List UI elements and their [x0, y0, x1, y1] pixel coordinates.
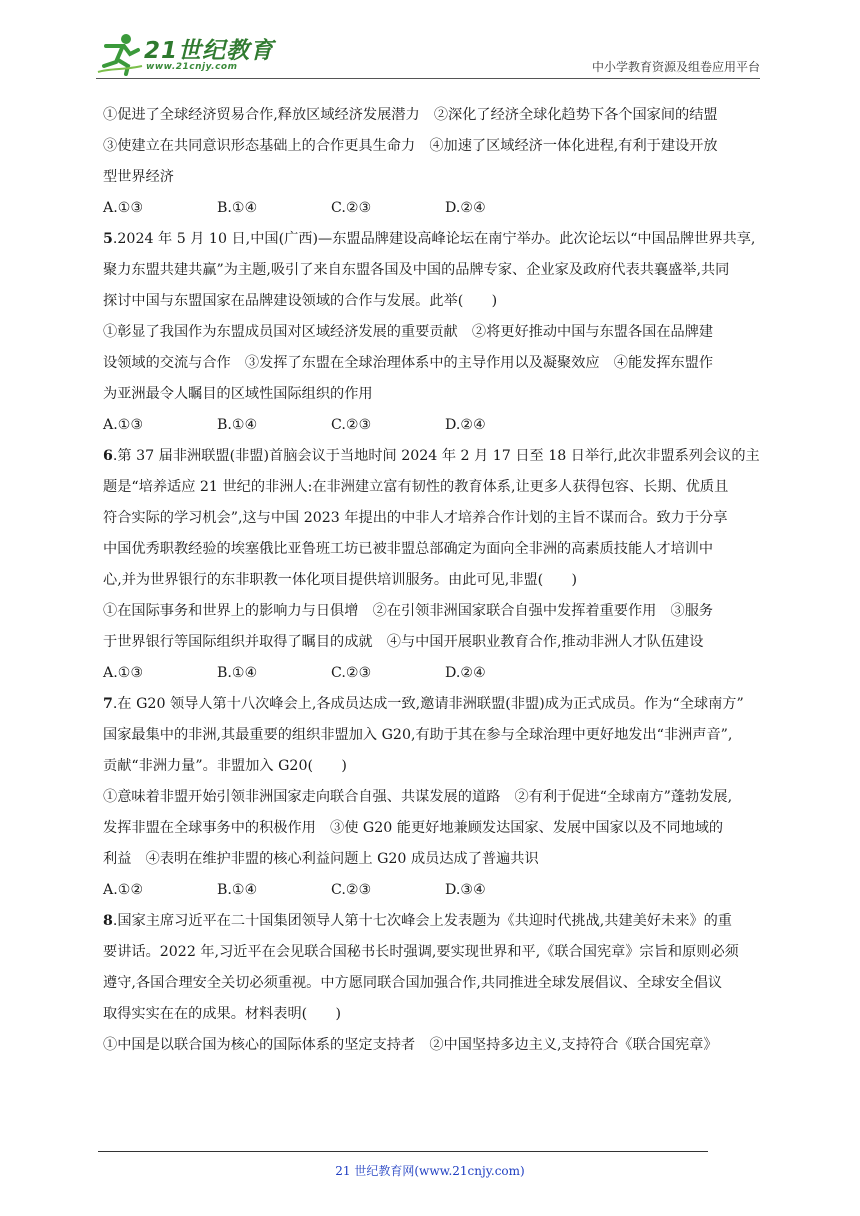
option-d[interactable]: D.②④ — [445, 200, 486, 216]
q8-statement-line: ①中国是以联合国为核心的国际体系的坚定支持者 ②中国坚持多边主义,支持符合《联合国宪章》 — [103, 1037, 718, 1053]
q7-stem-text: .在 G20 领导人第十八次峰会上,各成员达成一致,邀请非洲联盟(非盟)成为正式成员。作为“全球南方” — [112, 696, 744, 712]
q5-statement-line: ①彰显了我国作为东盟成员国对区域经济发展的重要贡献 ②将更好推动中国与东盟各国在品牌建 — [103, 324, 714, 340]
option-a[interactable]: A.①② — [103, 882, 144, 898]
q7-statement-line: ①意味着非盟开始引领非洲国家走向联合自强、共谋发展的道路 ②有利于促进“全球南方”蓬勃发展, — [103, 789, 733, 805]
q8-stem-text: .国家主席习近平在二十国集团领导人第十七次峰会上发表题为《共迎时代挑战,共建美好未来》的重 — [112, 913, 732, 929]
question-number: 8 — [103, 913, 113, 929]
q7-stem-line — [103, 689, 763, 720]
header-divider — [96, 78, 760, 79]
q4-options — [103, 193, 763, 224]
q6-stem-text: .第 37 届非洲联盟(非盟)首脑会议于当地时间 2024 年 2 月 17 日至 18 日举行,此次非盟系列会议的主 — [112, 448, 760, 464]
q8-stem-line: 遵守,各国合理安全关切必须重视。中方愿同联合国加强合作,共同推进全球发展倡议、全球安全倡议 — [103, 975, 723, 991]
option-c[interactable]: C.②③ — [331, 665, 372, 681]
option-d[interactable]: D.②④ — [445, 417, 486, 433]
q4-statement-line: ③使建立在共同意识形态基础上的合作更具生命力 ④加速了区域经济一体化进程,有利于建设开放 — [103, 138, 718, 154]
q6-statement-line: ①在国际事务和世界上的影响力与日俱增 ②在引领非洲国家联合自强中发挥着重要作用 ③服务 — [103, 603, 714, 619]
q6-stem-line: 心,并为世界银行的东非职教一体化项目提供培训服务。由此可见,非盟( ) — [103, 572, 578, 588]
q5-options — [103, 410, 763, 441]
option-b[interactable]: B.①④ — [217, 200, 258, 216]
option-b[interactable]: B.①④ — [217, 665, 258, 681]
option-a[interactable]: A.①③ — [103, 665, 144, 681]
q7-statement-line: 利益 ④表明在维护非盟的核心利益问题上 G20 成员达成了普遍共识 — [103, 851, 539, 867]
q6-stem-line — [103, 441, 763, 472]
running-figure-icon — [96, 32, 144, 76]
option-d[interactable]: D.②④ — [445, 665, 486, 681]
q8-stem-line: 要讲话。2022 年,习近平在会见联合国秘书长时强调,要实现世界和平,《联合国宪章》宗旨和原则必须 — [103, 944, 739, 960]
option-c[interactable]: C.②③ — [331, 417, 372, 433]
option-c[interactable]: C.②③ — [331, 200, 372, 216]
logo-text: 21世纪教育 — [144, 38, 275, 64]
option-a[interactable]: A.①③ — [103, 200, 144, 216]
q5-statement-line: 为亚洲最令人瞩目的区域性国际组织的作用 — [103, 386, 373, 402]
q5-stem-text: .2024 年 5 月 10 日,中国(广西)—东盟品牌建设高峰论坛在南宁举办。此次论坛以“中国品牌世界共享, — [112, 231, 756, 247]
option-d[interactable]: D.③④ — [445, 882, 486, 898]
question-number: 7 — [103, 696, 113, 712]
question-number: 6 — [103, 448, 113, 464]
q7-statement-line: 发挥非盟在全球事务中的积极作用 ③使 G20 能更好地兼顾发达国家、发展中国家以及不同地域的 — [103, 820, 724, 836]
q6-stem-line: 题是“培养适应 21 世纪的非洲人:在非洲建立富有韧性的教育体系,让更多人获得包容、长期、优质且 — [103, 479, 729, 495]
q6-stem-line: 符合实际的学习机会”,这与中国 2023 年提出的中非人才培养合作计划的主旨不谋而合。致力于分享 — [103, 510, 728, 526]
option-b[interactable]: B.①④ — [217, 882, 258, 898]
q7-stem-line: 国家最集中的非洲,其最重要的组织非盟加入 G20,有助于其在参与全球治理中更好地发出“非洲声音”, — [103, 727, 733, 743]
option-b[interactable]: B.①④ — [217, 417, 258, 433]
q4-statement-line: ①促进了全球经济贸易合作,释放区域经济发展潜力 ②深化了经济全球化趋势下各个国家间的结盟 — [103, 107, 718, 123]
q5-statement-line: 设领域的交流与合作 ③发挥了东盟在全球治理体系中的主导作用以及凝聚效应 ④能发挥东盟作 — [103, 355, 714, 371]
question-number: 5 — [103, 231, 113, 247]
q7-options — [103, 875, 763, 906]
site-logo[interactable] — [96, 32, 276, 76]
question-content — [103, 100, 763, 1061]
footer-divider — [98, 1151, 708, 1152]
q5-stem-line: 探讨中国与东盟国家在品牌建设领域的合作与发展。此举( ) — [103, 293, 498, 309]
option-c[interactable]: C.②③ — [331, 882, 372, 898]
footer-link[interactable]: 21 世纪教育网(www.21cnjy.com) — [335, 1164, 525, 1178]
q5-stem-line — [103, 224, 763, 255]
q8-stem-line: 取得实实在在的成果。材料表明( ) — [103, 1006, 342, 1022]
q6-statement-line: 于世界银行等国际组织并取得了瞩目的成就 ④与中国开展职业教育合作,推动非洲人才队伍建设 — [103, 634, 704, 650]
page-header — [96, 28, 760, 80]
q6-options — [103, 658, 763, 689]
q6-stem-line: 中国优秀职教经验的埃塞俄比亚鲁班工坊已被非盟总部确定为面向全非洲的高素质技能人才培训中 — [103, 541, 714, 557]
q7-stem-line: 贡献“非洲力量”。非盟加入 G20( ) — [103, 758, 347, 774]
q5-stem-line: 聚力东盟共建共赢”为主题,吸引了来自东盟各国及中国的品牌专家、企业家及政府代表共襄盛举,共同 — [103, 262, 730, 278]
q4-statement-line: 型世界经济 — [103, 169, 174, 185]
option-a[interactable]: A.①③ — [103, 417, 144, 433]
logo-url: www.21cnjy.com — [146, 62, 238, 72]
q8-stem-line — [103, 906, 763, 937]
platform-name: 中小学教育资源及组卷应用平台 — [591, 60, 760, 74]
